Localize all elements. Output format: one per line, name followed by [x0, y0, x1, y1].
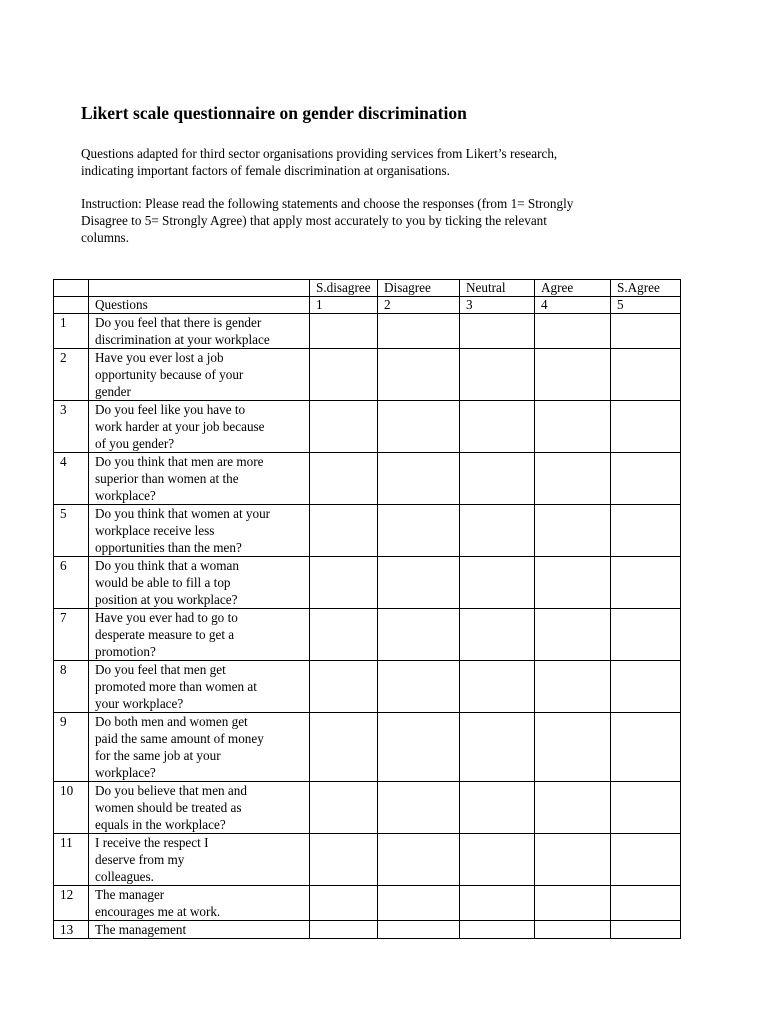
scale-label-row: [54, 280, 681, 297]
response-cell-4[interactable]: [535, 921, 611, 939]
scale-number-5: 5: [611, 297, 681, 314]
question-row: [54, 314, 681, 349]
response-cell-1[interactable]: [310, 609, 378, 661]
response-cell-1[interactable]: [310, 401, 378, 453]
response-cell-5[interactable]: [611, 886, 681, 921]
response-cell-3[interactable]: [460, 886, 535, 921]
response-cell-5[interactable]: [611, 661, 681, 713]
response-cell-1[interactable]: [310, 782, 378, 834]
scale-number-3: 3: [460, 297, 535, 314]
question-row: [54, 401, 681, 453]
question-number: 13: [54, 921, 89, 939]
response-cell-5[interactable]: [611, 557, 681, 609]
response-cell-1[interactable]: [310, 661, 378, 713]
response-cell-2[interactable]: [378, 401, 460, 453]
response-cell-4[interactable]: [535, 782, 611, 834]
scale-label-4: Agree: [535, 280, 611, 297]
response-cell-5[interactable]: [611, 834, 681, 886]
response-cell-1[interactable]: [310, 921, 378, 939]
response-cell-2[interactable]: [378, 453, 460, 505]
question-text: Do you feel like you have to work harder at your job because of you gender?: [89, 401, 310, 453]
question-row: [54, 661, 681, 713]
response-cell-3[interactable]: [460, 713, 535, 782]
intro-paragraph: Questions adapted for third sector organisations providing services from Likert’s research, indicating important factors of female discrimination at organisations.: [81, 146, 558, 178]
response-cell-4[interactable]: [535, 886, 611, 921]
response-cell-2[interactable]: [378, 609, 460, 661]
response-cell-5[interactable]: [611, 609, 681, 661]
question-number: 4: [54, 453, 89, 505]
question-text: Do you think that men are more superior than women at the workplace?: [89, 453, 310, 505]
response-cell-2[interactable]: [378, 314, 460, 349]
response-cell-5[interactable]: [611, 349, 681, 401]
scale-number-2: 2: [378, 297, 460, 314]
response-cell-2[interactable]: [378, 921, 460, 939]
response-cell-5[interactable]: [611, 921, 681, 939]
response-cell-1[interactable]: [310, 713, 378, 782]
response-cell-2[interactable]: [378, 661, 460, 713]
response-cell-4[interactable]: [535, 314, 611, 349]
question-text: Have you ever lost a job opportunity because of your gender: [89, 349, 310, 401]
response-cell-4[interactable]: [535, 713, 611, 782]
response-cell-3[interactable]: [460, 661, 535, 713]
question-number: 7: [54, 609, 89, 661]
response-cell-4[interactable]: [535, 609, 611, 661]
question-text: I receive the respect I deserve from my colleagues.: [89, 834, 310, 886]
response-cell-4[interactable]: [535, 505, 611, 557]
scale-number-4: 4: [535, 297, 611, 314]
response-cell-3[interactable]: [460, 834, 535, 886]
question-row: [54, 834, 681, 886]
response-cell-5[interactable]: [611, 401, 681, 453]
question-row: [54, 453, 681, 505]
response-cell-4[interactable]: [535, 834, 611, 886]
question-text: The manager encourages me at work.: [89, 886, 310, 921]
response-cell-3[interactable]: [460, 557, 535, 609]
response-cell-3[interactable]: [460, 782, 535, 834]
empty-cell: [54, 297, 89, 314]
question-number: 1: [54, 314, 89, 349]
question-text: Do you think that women at your workplace receive less opportunities than the men?: [89, 505, 310, 557]
scale-number-1: 1: [310, 297, 378, 314]
response-cell-1[interactable]: [310, 886, 378, 921]
response-cell-2[interactable]: [378, 782, 460, 834]
questions-header: Questions: [89, 297, 310, 314]
question-text: Do you believe that men and women should be treated as equals in the workplace?: [89, 782, 310, 834]
scale-label-1: S.disagree: [310, 280, 378, 297]
scale-label-2: Disagree: [378, 280, 460, 297]
response-cell-3[interactable]: [460, 453, 535, 505]
response-cell-3[interactable]: [460, 401, 535, 453]
response-cell-2[interactable]: [378, 557, 460, 609]
instruction-paragraph: Instruction: Please read the following statements and choose the responses (from 1= Strongly Disagree to 5= Strongly Agree) that apply most accurately to you by ticking the relevant columns.: [81, 196, 574, 245]
response-cell-3[interactable]: [460, 314, 535, 349]
response-cell-4[interactable]: [535, 453, 611, 505]
empty-cell: [89, 280, 310, 297]
response-cell-2[interactable]: [378, 886, 460, 921]
response-cell-5[interactable]: [611, 505, 681, 557]
question-number: 3: [54, 401, 89, 453]
question-row: [54, 609, 681, 661]
response-cell-4[interactable]: [535, 349, 611, 401]
response-cell-4[interactable]: [535, 661, 611, 713]
question-number: 11: [54, 834, 89, 886]
response-cell-3[interactable]: [460, 349, 535, 401]
response-cell-2[interactable]: [378, 834, 460, 886]
question-number: 8: [54, 661, 89, 713]
question-row: [54, 782, 681, 834]
response-cell-1[interactable]: [310, 314, 378, 349]
question-row: [54, 557, 681, 609]
question-row: [54, 713, 681, 782]
question-number: 9: [54, 713, 89, 782]
question-text: Have you ever had to go to desperate measure to get a promotion?: [89, 609, 310, 661]
response-cell-3[interactable]: [460, 609, 535, 661]
response-cell-5[interactable]: [611, 453, 681, 505]
response-cell-4[interactable]: [535, 557, 611, 609]
response-cell-1[interactable]: [310, 453, 378, 505]
response-cell-1[interactable]: [310, 505, 378, 557]
scale-number-row: [54, 297, 681, 314]
question-number: 6: [54, 557, 89, 609]
scale-label-3: Neutral: [460, 280, 535, 297]
scale-label-5: S.Agree: [611, 280, 681, 297]
question-row: [54, 505, 681, 557]
response-cell-3[interactable]: [460, 921, 535, 939]
response-cell-1[interactable]: [310, 834, 378, 886]
question-text: Do you feel that men get promoted more than women at your workplace?: [89, 661, 310, 713]
question-row: [54, 921, 681, 939]
response-cell-5[interactable]: [611, 782, 681, 834]
response-cell-2[interactable]: [378, 505, 460, 557]
question-text: Do you feel that there is gender discrimination at your workplace: [89, 314, 310, 349]
question-text: The management: [89, 921, 310, 939]
response-cell-1[interactable]: [310, 349, 378, 401]
document-title: Likert scale questionnaire on gender discrimination: [81, 103, 467, 123]
response-cell-1[interactable]: [310, 557, 378, 609]
question-text: Do you think that a woman would be able to fill a top position at you workplace?: [89, 557, 310, 609]
response-cell-2[interactable]: [378, 349, 460, 401]
response-cell-4[interactable]: [535, 401, 611, 453]
response-cell-3[interactable]: [460, 505, 535, 557]
empty-cell: [54, 280, 89, 297]
question-number: 2: [54, 349, 89, 401]
response-cell-5[interactable]: [611, 314, 681, 349]
likert-table: [53, 279, 681, 939]
question-row: [54, 886, 681, 921]
question-text: Do both men and women get paid the same amount of money for the same job at your workplace?: [89, 713, 310, 782]
question-number: 10: [54, 782, 89, 834]
response-cell-5[interactable]: [611, 713, 681, 782]
response-cell-2[interactable]: [378, 713, 460, 782]
question-number: 5: [54, 505, 89, 557]
question-row: [54, 349, 681, 401]
question-number: 12: [54, 886, 89, 921]
